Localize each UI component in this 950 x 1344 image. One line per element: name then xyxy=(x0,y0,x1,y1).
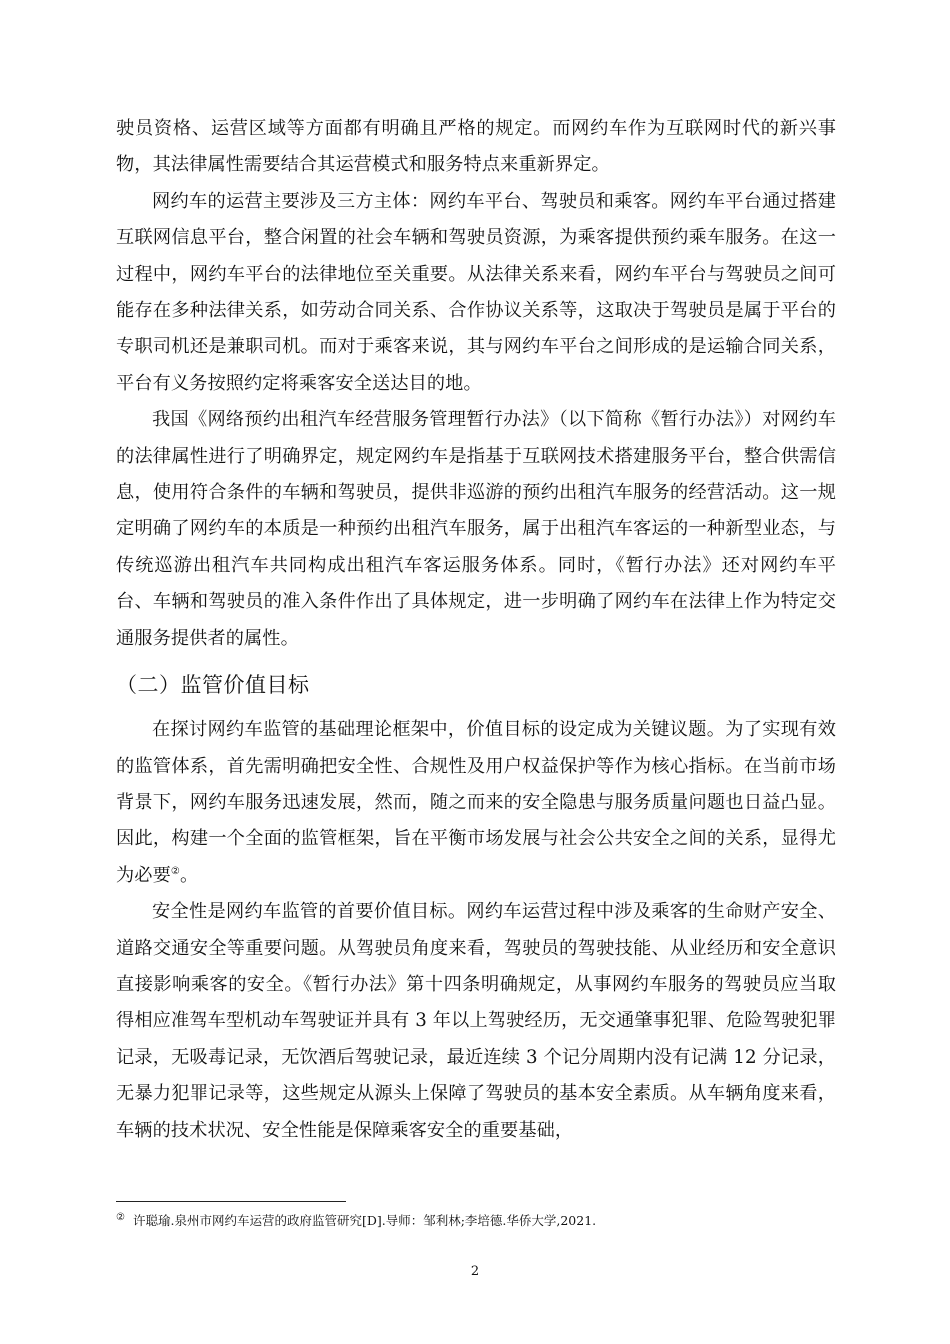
paragraph-value-goals-end: 。 xyxy=(179,864,199,886)
footnote-reference[interactable]: ② xyxy=(170,865,180,877)
paragraph-value-goals xyxy=(116,712,836,894)
page-number: 2 xyxy=(470,1264,480,1279)
paragraph-value-goals-text: 在探讨网约车监管的基础理论框架中，价值目标的设定成为关键议题。为了实现有效的监管体系，首先需明确把安全性、合规性及用户权益保护等作为核心指标。在当前市场背景下，网约车服务迅速发展，然而，随之而来的安全隐患与服务质量问题也日益凸显。因此，构建一个全面的监管框架，旨在平衡市场发展与社会公共安全之间的关系，显得尤为必要 xyxy=(116,719,836,886)
paragraph-platform-subjects: 网约车的运营主要涉及三方主体：网约车平台、驾驶员和乘客。网约车平台通过搭建互联网信息平台，整合闲置的社会车辆和驾驶员资源，为乘客提供预约乘车服务。在这一过程中，网约车平台的法律地位至关重要。从法律关系来看，网约车平台与驾驶员之间可能存在多种法律关系，如劳动合同关系、合作协议关系等，这取决于驾驶员是属于平台的专职司机还是兼职司机。而对于乘客来说，其与网约车平台之间形成的是运输合同关系，平台有义务按照约定将乘客安全送达目的地。 xyxy=(116,190,836,394)
paragraph-continuation: 驶员资格、运营区域等方面都有明确且严格的规定。而网约车作为互联网时代的新兴事物，其法律属性需要结合其运营模式和服务特点来重新界定。 xyxy=(116,118,836,176)
paragraph-legal-definition: 我国《网络预约出租汽车经营服务管理暂行办法》（以下简称《暂行办法》）对网约车的法律属性进行了明确界定，规定网约车是指基于互联网技术搭建服务平台，整合供需信息，使用符合条件的车辆和驾驶员，提供非巡游的预约出租汽车服务的经营活动。这一规定明确了网约车的本质是一种预约出租汽车服务，属于出租汽车客运的一种新型业态，与传统巡游出租汽车共同构成出租汽车客运服务体系。同时，《暂行办法》还对网约车平台、车辆和驾驶员的准入条件作出了具体规定，进一步明确了网约车在法律上作为特定交通服务提供者的属性。 xyxy=(116,409,836,649)
paragraph-safety: 安全性是网约车监管的首要价值目标。网约车运营过程中涉及乘客的生命财产安全、道路交通安全等重要问题。从驾驶员角度来看，驾驶员的驾驶技能、从业经历和安全意识直接影响乘客的安全。《暂行办法》第十四条明确规定，从事网约车服务的驾驶员应当取得相应准驾车型机动车驾驶证并具有 3 年以上驾驶经历，无交通肇事犯罪、危险驾驶犯罪记录，无吸毒记录，无饮酒后驾驶记录，最近连续 3 个记分周期内没有记满 12 分记录，无暴力犯罪记录等，这些规定从源头上保障了驾驶员的基本安全素质。从车辆角度来看，车辆的技术状况、安全性能是保障乘客安全的重要基础， xyxy=(116,901,836,1141)
footnote-divider xyxy=(116,1201,346,1202)
footnote-text: 许聪瑜.泉州市网约车运营的政府监管研究[D].导师：邹利林;李培德.华侨大学,2021. xyxy=(132,1213,597,1228)
section-heading: （二）监管价值目标 xyxy=(116,673,310,698)
body-text xyxy=(116,111,836,1149)
footnote xyxy=(116,1212,836,1230)
footnote-mark: ② xyxy=(116,1211,125,1223)
